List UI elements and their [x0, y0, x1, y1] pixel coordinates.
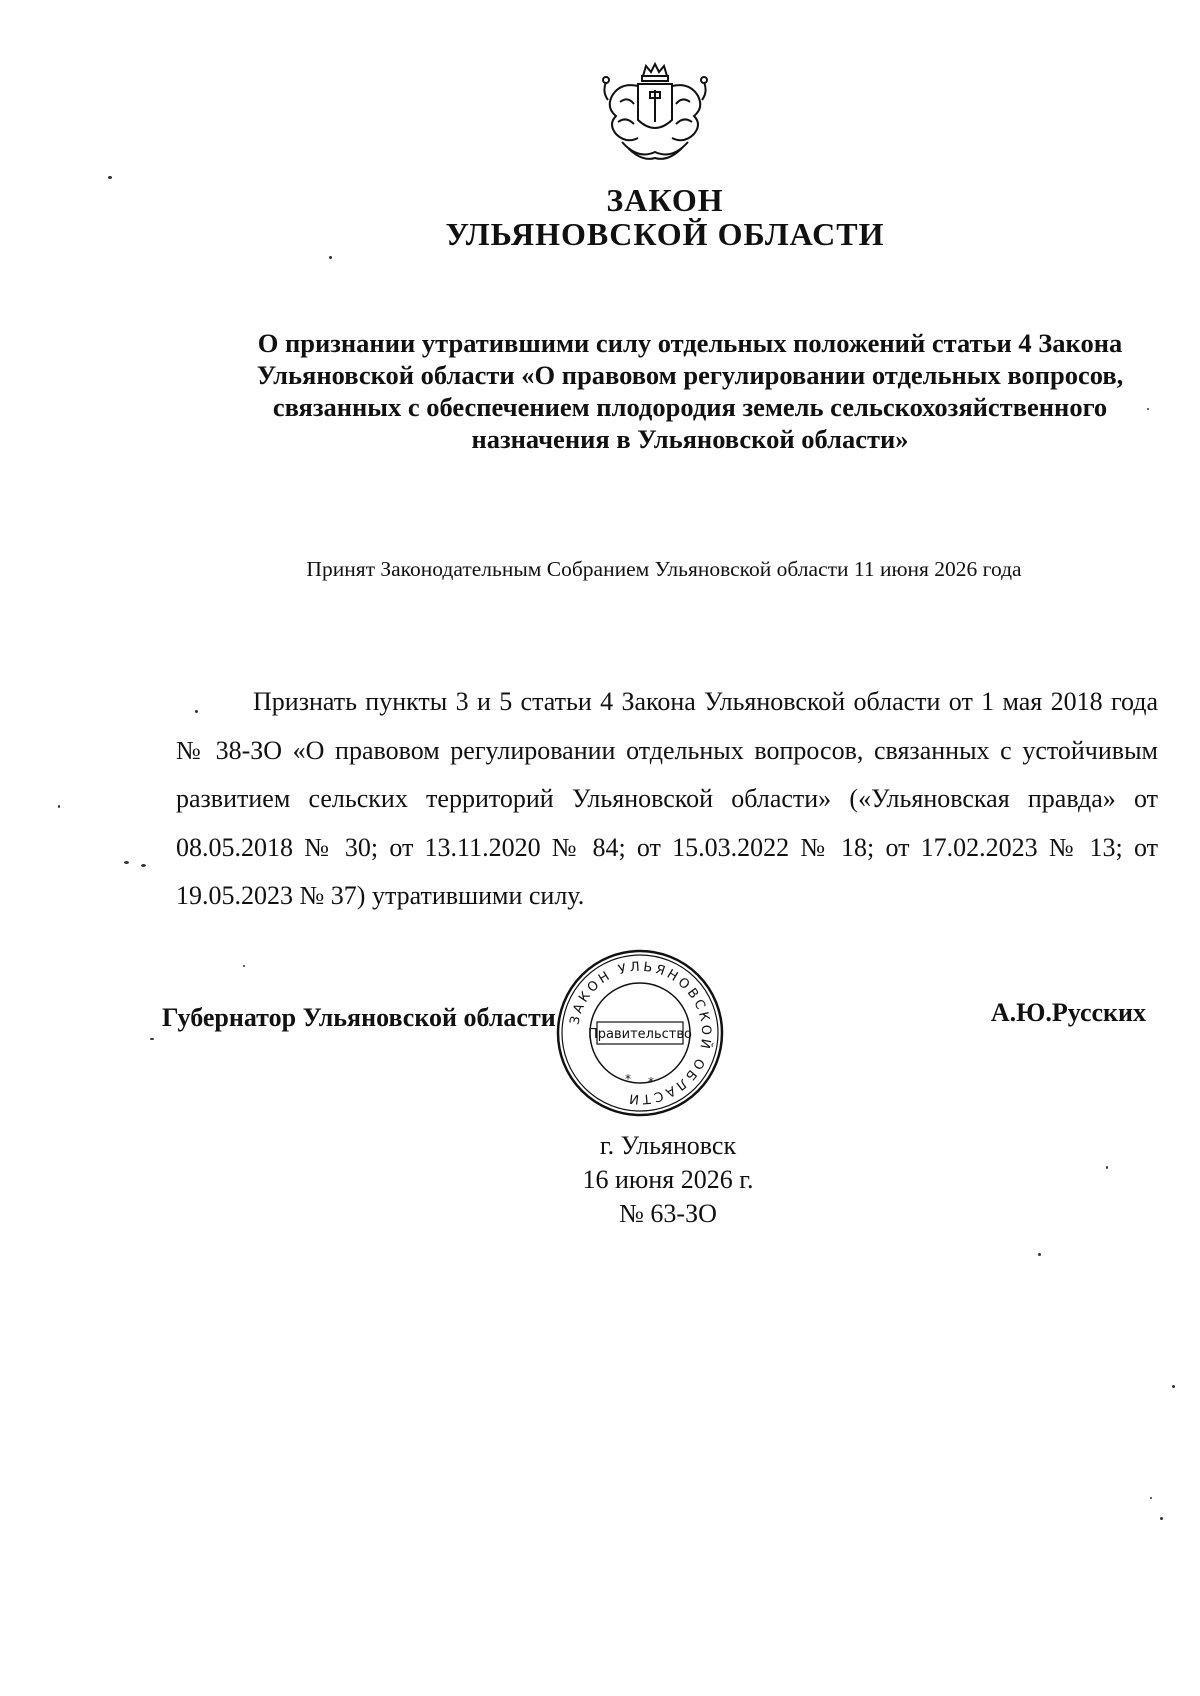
document-region: УЛЬЯНОВСКОЙ ОБЛАСТИ	[445, 216, 885, 252]
law-subject: О признании утратившими силу отдельных положений статьи 4 Закона Ульяновской области «О правовом регулировании отдельных вопросов, связанных с обеспечением плодородия земель сельскохозяйственного назначения в Ульяновской области»	[256, 328, 1124, 454]
scan-speck	[150, 1038, 154, 1040]
seal-center-text: Правительство	[588, 1027, 692, 1042]
document-title: ЗАКОН	[606, 182, 724, 218]
scan-speck	[243, 965, 245, 967]
seal-star-icon: *	[648, 1075, 654, 1089]
scan-speck	[1106, 1166, 1108, 1169]
signing-date: 16 июня 2026 г.	[582, 1165, 754, 1194]
scan-speck	[58, 805, 60, 808]
scan-speck	[1038, 1253, 1041, 1256]
scan-speck	[195, 710, 198, 713]
law-number: № 63-ЗО	[619, 1199, 717, 1228]
scan-speck	[1150, 1497, 1152, 1499]
scan-speck	[124, 861, 129, 864]
coat-of-arms-icon	[598, 62, 712, 166]
governor-title: Губернатор Ульяновской области	[162, 1003, 556, 1032]
official-seal	[555, 948, 725, 1118]
scan-speck	[329, 256, 332, 259]
scan-speck	[1160, 1517, 1163, 1520]
scan-speck	[1172, 1385, 1175, 1388]
adoption-line: Принят Законодательным Собранием Ульяновской области 11 июня 2026 года	[306, 557, 1022, 581]
seal-ring-text: ЗАКОН УЛЬЯНОВСКОЙ ОБЛАСТИ	[567, 959, 714, 1107]
scan-speck	[1147, 408, 1149, 410]
scan-speck	[108, 176, 112, 179]
governor-name: А.Ю.Русских	[990, 998, 1146, 1027]
law-body: Признать пункты 3 и 5 статьи 4 Закона Ульяновской области от 1 мая 2018 года № 38-ЗО «О правовом регулировании отдельных вопросов, связанных с устойчивым развитием сельских территорий Ульяновской области» («Ульяновская правда» от 08.05.2018 № 30; от 13.11.2020 № 84; от 15.03.2022 № 18; от 17.02.2023 № 13; от 19.05.2023 № 37) утратившими силу.	[176, 687, 1158, 910]
scan-speck	[141, 864, 146, 867]
seal-star-icon: *	[625, 1072, 631, 1086]
place-of-signing: г. Ульяновск	[599, 1131, 737, 1160]
